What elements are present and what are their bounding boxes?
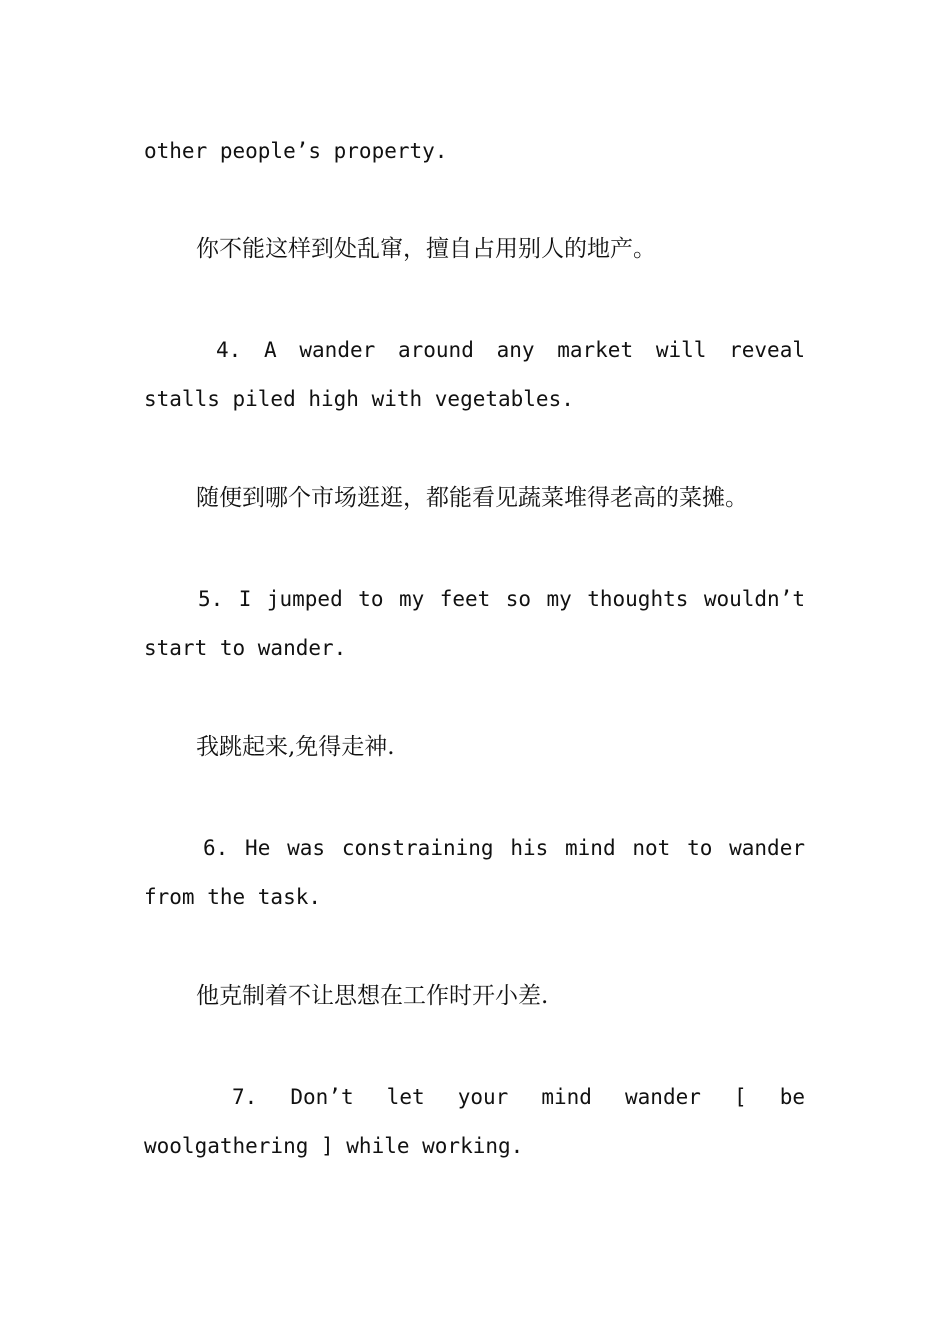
example-sentence-6: 6. He was constraining his mind not to wander xyxy=(203,836,805,860)
translation-line: 他克制着不让思想在工作时开小差. xyxy=(196,983,549,1009)
text-line: from the task. xyxy=(144,885,322,909)
text-line: other people’s property. xyxy=(144,139,448,163)
translation-line: 我跳起来,免得走神. xyxy=(196,734,395,760)
example-sentence-5: 5. I jumped to my feet so my thoughts wouldn’t xyxy=(198,587,805,611)
translation-line: 随便到哪个市场逛逛，都能看见蔬菜堆得老高的菜摊。 xyxy=(196,485,748,511)
example-sentence-7: 7. Don’t let your mind wander [ be xyxy=(232,1085,805,1109)
text-line: stalls piled high with vegetables. xyxy=(144,387,574,411)
text-line: start to wander. xyxy=(144,636,347,660)
text-line: woolgathering ] while working. xyxy=(144,1134,524,1158)
example-sentence-4: 4. A wander around any market will reveal xyxy=(216,338,805,362)
translation-line: 你不能这样到处乱窜，擅自占用别人的地产。 xyxy=(196,236,656,262)
